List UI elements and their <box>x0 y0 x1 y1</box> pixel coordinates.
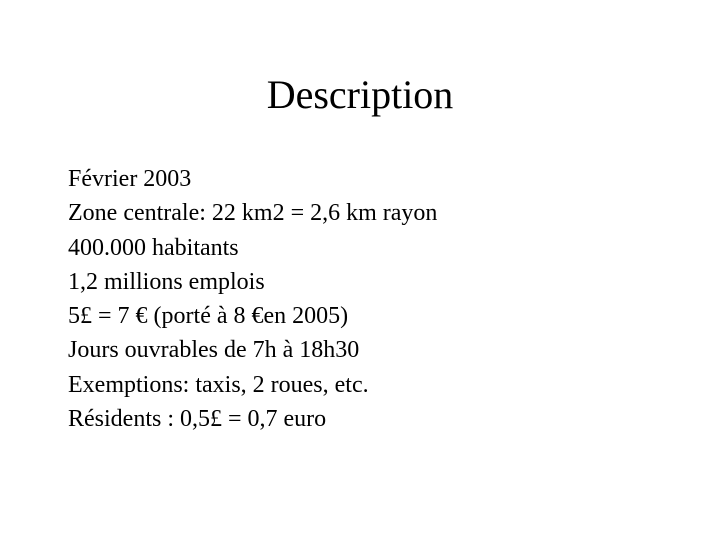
body-line-zone: Zone centrale: 22 km2 = 2,6 km rayon <box>68 200 438 227</box>
body-line-hours: Jours ouvrables de 7h à 18h30 <box>68 337 360 364</box>
slide-body <box>68 162 688 436</box>
body-line-inhabitants: 400.000 habitants <box>68 234 239 261</box>
body-line-residents: Résidents : 0,5£ = 0,7 euro <box>68 406 327 433</box>
body-line-date: Février 2003 <box>68 166 192 192</box>
slide-title: Description <box>266 72 454 117</box>
body-line-exemptions: Exemptions: taxis, 2 roues, etc. <box>68 371 369 398</box>
body-line-jobs: 1,2 millions emplois <box>68 268 265 295</box>
body-line-charge: 5£ = 7 € (porté à 8 €en 2005) <box>68 303 349 330</box>
